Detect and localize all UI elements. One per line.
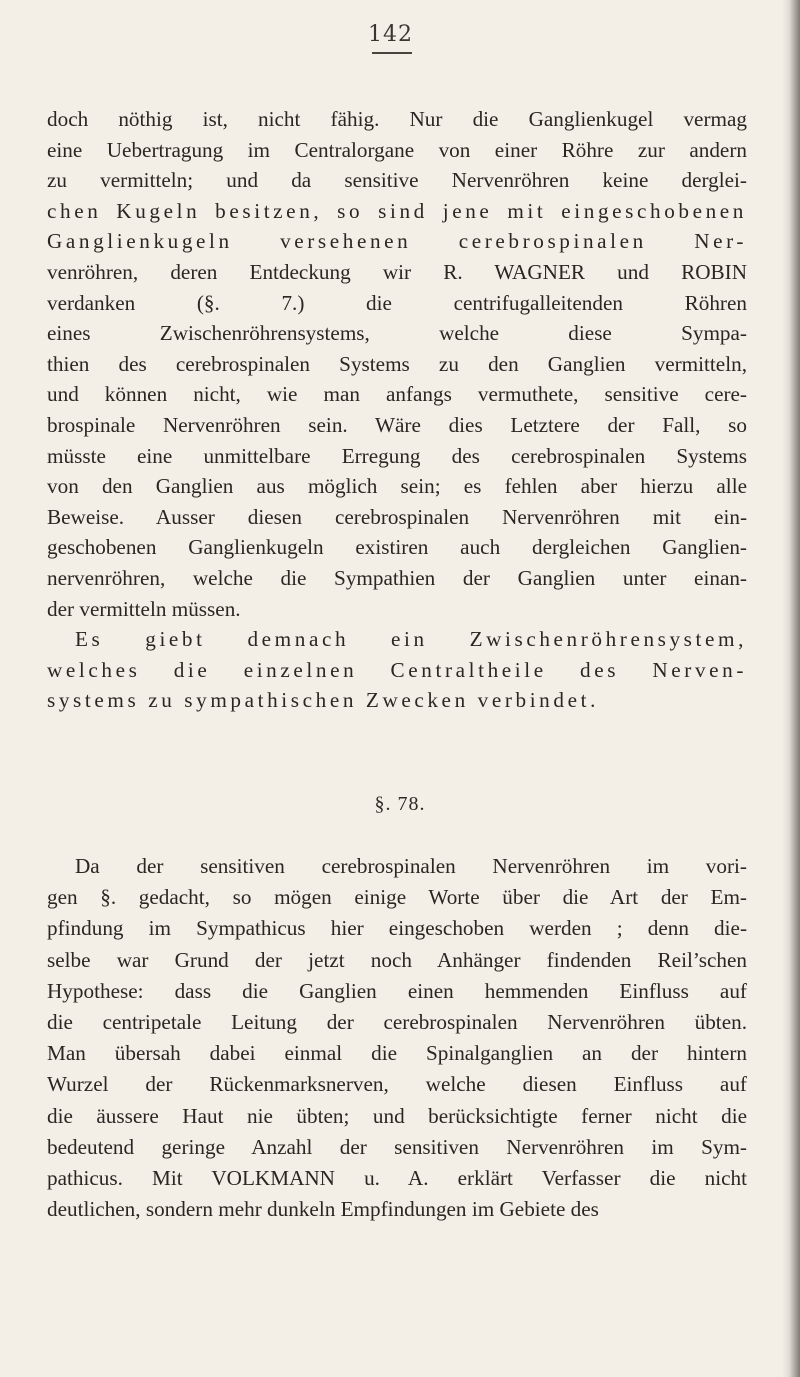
text-line: venröhren, deren Entdeckung wir R. WAGNER und ROBIN	[47, 259, 747, 284]
text-line: chen Kugeln besitzen, so sind jene mit eingeschobenen	[47, 198, 747, 223]
text-line: Da der sensitiven cerebrospinalen Nervenröhren im vori-	[75, 854, 747, 878]
text-line-emphasis: welches die einzelnen Centraltheile des Nerven-	[47, 657, 747, 682]
text-line: eines Zwischenröhrensystems, welche diese Sympa-	[47, 321, 747, 346]
section-heading: §. 78.	[374, 793, 426, 815]
text-line: thien des cerebrospinalen Systems zu den Ganglien vermitteln,	[47, 351, 747, 376]
text-line: müsste eine unmittelbare Erregung des cerebrospinalen Systems	[47, 443, 747, 468]
paragraph-sympathicus	[47, 851, 747, 1225]
text-line: zu vermitteln; und da sensitive Nervenröhren keine derglei-	[47, 168, 747, 193]
text-line: die centripetale Leitung der cerebrospinalen Nervenröhren übten.	[47, 1010, 747, 1035]
text-line-emphasis: Es giebt demnach ein Zwischenröhrensystem,	[75, 627, 747, 652]
text-line: Beweise. Ausser diesen cerebrospinalen Nervenröhren mit ein-	[47, 504, 747, 529]
text-line: verdanken (§. 7.) die centrifugalleitenden Röhren	[47, 290, 747, 315]
page-number: 142	[368, 22, 413, 47]
text-line: bedeutend geringe Anzahl der sensitiven Nervenröhren im Sym-	[47, 1134, 747, 1159]
paragraph-ganglienkugel	[47, 104, 747, 716]
text-line: pathicus. Mit VOLKMANN u. A. erklärt Verfasser die nicht	[47, 1166, 747, 1191]
text-line: geschobenen Ganglienkugeln existiren auch dergleichen Ganglien-	[47, 535, 747, 560]
text-line: Ganglienkugeln versehenen cerebrospinalen Ner-	[47, 229, 747, 254]
text-line: von den Ganglien aus möglich sein; es fehlen aber hierzu alle	[47, 474, 747, 499]
text-line: und können nicht, wie man anfangs vermuthete, sensitive cere-	[47, 382, 747, 407]
text-line: Hypothese: dass die Ganglien einen hemmenden Einfluss auf	[47, 978, 747, 1003]
text-line: Wurzel der Rückenmarksnerven, welche diesen Einfluss auf	[47, 1072, 747, 1097]
text-line: selbe war Grund der jetzt noch Anhänger findenden Reil’schen	[47, 947, 747, 972]
text-line: der vermitteln müssen.	[47, 596, 241, 621]
text-line: eine Uebertragung im Centralorgane von einer Röhre zur andern	[47, 137, 747, 162]
text-line: brospinale Nervenröhren sein. Wäre dies Letztere der Fall, so	[47, 412, 747, 437]
text-line: die äussere Haut nie übten; und berücksichtigte ferner nicht die	[47, 1103, 747, 1128]
text-line: deutlichen, sondern mehr dunkeln Empfindungen im Gebiete des	[47, 1197, 599, 1222]
text-line: doch nöthig ist, nicht fähig. Nur die Ganglienkugel vermag	[47, 107, 747, 131]
text-line: pfindung im Sympathicus hier eingeschoben werden ; denn die-	[47, 916, 747, 941]
text-line: Man übersah dabei einmal die Spinalganglien an der hintern	[47, 1041, 747, 1066]
text-line-emphasis: systems zu sympathischen Zwecken verbindet.	[47, 688, 599, 713]
page-number-underline	[372, 52, 412, 54]
text-line: nervenröhren, welche die Sympathien der Ganglien unter einan-	[47, 565, 747, 590]
text-line: gen §. gedacht, so mögen einige Worte über die Art der Em-	[47, 885, 747, 910]
page-edge-shadow	[782, 0, 800, 1377]
